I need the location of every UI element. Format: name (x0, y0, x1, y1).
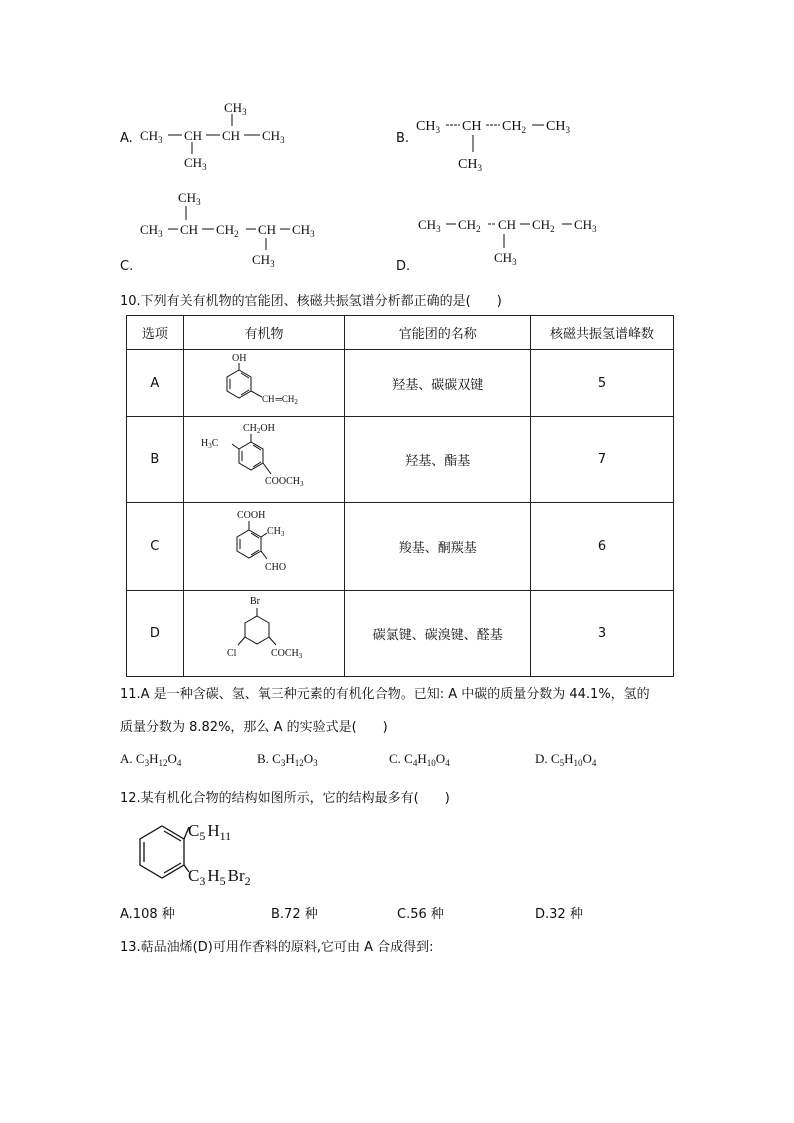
q13-question: 13.萜品油烯(D)可用作香料的原料,它可由 A 合成得到: (120, 940, 434, 955)
table-row (127, 350, 674, 417)
svg-text:CH: CH (184, 128, 203, 143)
q9-option-c-label: C. (120, 259, 134, 274)
table-row (127, 417, 674, 503)
svg-text:CH2OH: $CH_2OH$ (243, 422, 275, 435)
svg-text:H3C: $H_3C$ (201, 437, 219, 450)
q12-question: 12.某有机化合物的结构如图所示，它的结构最多有( ) (120, 791, 450, 806)
svg-text:CH3: $CH_3$ (224, 100, 247, 117)
q9-formula-b (416, 108, 576, 176)
svg-text:CH3: $CH_3$ (140, 222, 163, 239)
svg-text:CH3: $CH_3$ (252, 252, 275, 269)
q11-option-d: D. $C_5H_{10}O_4$ (535, 751, 597, 768)
svg-text:CH3: $CH_3$ (178, 190, 201, 207)
row-peaks: 3 (531, 591, 674, 677)
svg-text:CH3: $CH_3$ (574, 217, 597, 234)
q9-formula-a (140, 98, 310, 173)
svg-text:CH: CH (258, 222, 277, 237)
q11-option-a: A. $C_3H_{12}O_4$ (120, 751, 182, 768)
compound-structure-b (183, 417, 345, 503)
svg-text:COOCH3: $COOCH_3$ (265, 475, 304, 488)
svg-text:CH3: $CH_3$ (546, 119, 570, 135)
svg-text:CH: CH (180, 222, 199, 237)
cyclohexane-structure-d (209, 592, 319, 672)
svg-text:CH3: $CH_3$ (458, 157, 482, 173)
svg-text:CH3: $CH_3$ (416, 119, 440, 135)
row-groups: 碳氯键、碳溴键、醛基 (345, 591, 531, 677)
header-nmr-peaks: 核磁共振氢谱峰数 (531, 316, 674, 350)
row-option: A (127, 350, 184, 417)
row-peaks: 5 (531, 350, 674, 417)
svg-text:CH: CH (498, 217, 517, 232)
svg-text:CH3: $CH_3$ (140, 128, 163, 145)
q9-formula-c (140, 188, 320, 270)
benzene-structure-c (209, 504, 319, 586)
q9-option-d-label: D. (396, 259, 411, 274)
svg-text:CH: CH (222, 128, 241, 143)
row-groups: 羟基、碳碳双键 (345, 350, 531, 417)
q11-option-c: C. $C_4H_{10}O_4$ (389, 751, 450, 768)
svg-text:CH3: $CH_3$ (292, 222, 315, 239)
q12-option-d: D.32 种 (535, 907, 583, 922)
header-functional-groups: 官能团的名称 (345, 316, 531, 350)
row-option: D (127, 591, 184, 677)
cooh-label: COOH (237, 509, 266, 521)
table-header-row (127, 316, 674, 350)
benzene-structure-b (199, 418, 329, 498)
header-option: 选项 (127, 316, 184, 350)
table-row (127, 503, 674, 591)
compound-structure-a (183, 350, 345, 417)
compound-structure-c (183, 503, 345, 591)
svg-text:CH2: $CH_2$ (502, 119, 526, 135)
row-peaks: 7 (531, 417, 674, 503)
row-groups: 羟基、酯基 (345, 417, 531, 503)
q9-formula-d (418, 208, 598, 270)
q11-question-line1: 11.A 是一种含碳、氢、氧三种元素的有机化合物。已知: A 中碳的质量分数为 44.1%，氢的 (120, 687, 650, 702)
cl-label: Cl (227, 647, 237, 659)
cho-label: CHO (265, 561, 287, 573)
q12-option-a: A.108 种 (120, 907, 175, 922)
row-option: B (127, 417, 184, 503)
q11-option-b: B. $C_3H_{12}O_3$ (257, 751, 318, 768)
svg-text:C5H11: $C_5$ $H_{11}$ (188, 821, 232, 843)
svg-text:CH2: $CH_2$ (458, 217, 481, 234)
br-label: Br (250, 595, 260, 607)
svg-text:CH═CH2: $CH═CH_2$ (262, 394, 298, 406)
q12-option-c: C.56 种 (397, 907, 444, 922)
svg-text:CH3: $CH_3$ (418, 217, 441, 234)
svg-text:CH3: $CH_3$ (184, 155, 207, 172)
svg-text:CH: CH (462, 119, 482, 134)
row-option: C (127, 503, 184, 591)
q9-option-b-label: B. (396, 131, 410, 146)
compound-structure-d (183, 591, 345, 677)
row-groups: 羧基、酮羰基 (345, 503, 531, 591)
q10-table (126, 315, 674, 677)
svg-text:COCH3: $COCH_3$ (271, 647, 303, 660)
svg-text:CH3: $CH_3$ (262, 128, 285, 145)
table-row (127, 591, 674, 677)
svg-text:CH3: $CH_3$ (494, 250, 517, 267)
oh-label: OH (232, 353, 247, 364)
q12-option-b: B.72 种 (271, 907, 318, 922)
svg-text:CH2: $CH_2$ (532, 217, 555, 234)
benzene-structure-a (214, 350, 314, 412)
svg-text:CH3: $CH_3$ (267, 525, 285, 538)
svg-text:CH2: $CH_2$ (216, 222, 239, 239)
q10-question: 10.下列有关有机物的官能团、核磁共振氢谱分析都正确的是( ) (120, 294, 502, 309)
q11-question-line2: 质量分数为 8.82%，那么 A 的实验式是( ) (120, 720, 388, 735)
q9-option-a-label: A. (120, 131, 133, 146)
header-compound: 有机物 (183, 316, 345, 350)
q12-structure (120, 808, 290, 898)
row-peaks: 6 (531, 503, 674, 591)
svg-text:C3H5Br2: $C_3$ $H_5$ $Br_2$ (188, 866, 251, 888)
